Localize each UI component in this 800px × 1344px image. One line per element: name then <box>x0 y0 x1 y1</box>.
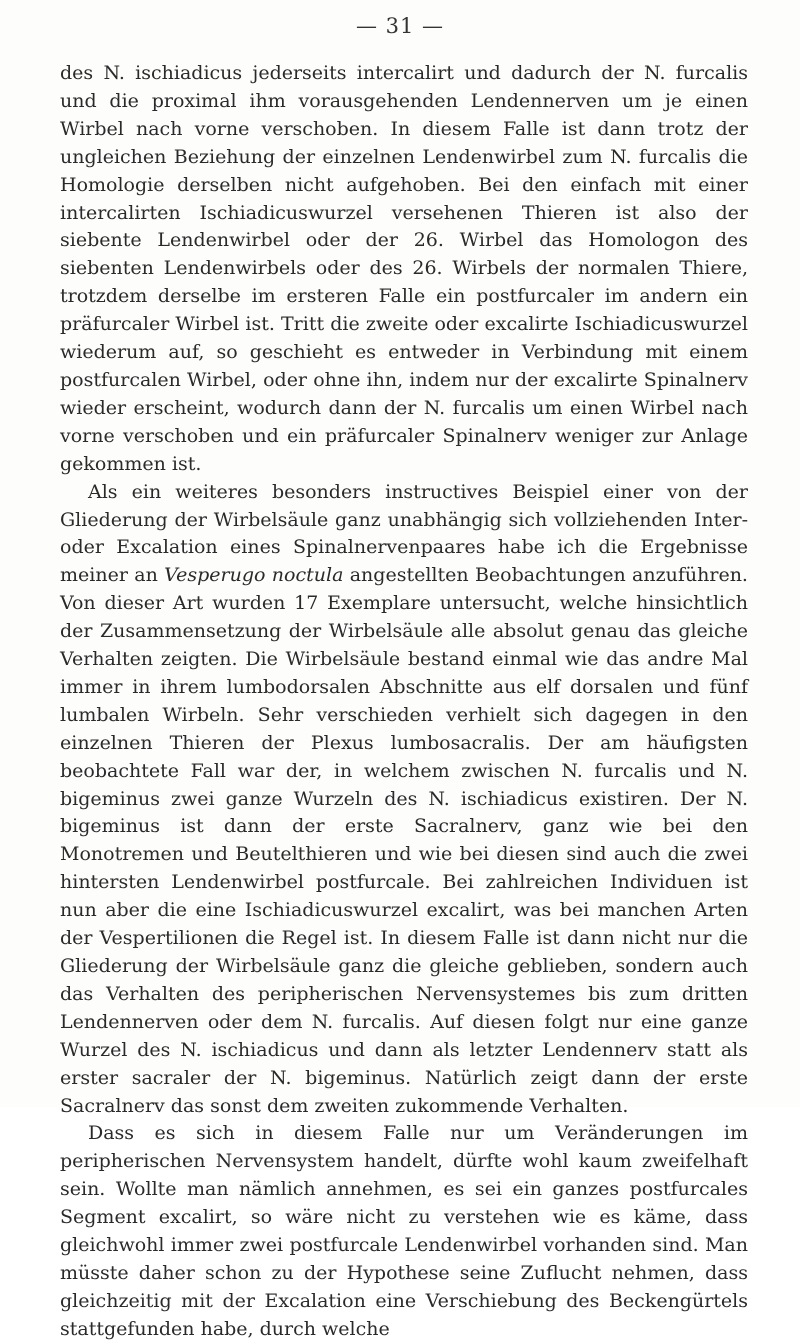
paragraph-2-part-1: Als ein weiteres besonders instructives Beispiel einer von der Gliederung der Wirbelsäule ganz unabhängig sich vollziehenden Inter- oder Excalation eines Spinalnervenpaares habe ich die Ergebnisse meiner an <box>60 480 748 587</box>
paragraph-1: des N. ischiadicus jederseits intercalirt und dadurch der N. furcalis und die proximal ihm vorausgehenden Lendennerven um je einen Wirbel nach vorne verschoben. In diesem Falle ist dann trotz der ungleichen Beziehung der einzelnen Lendenwirbel zum N. furcalis die Homologie derselben nicht aufgehoben. Bei den einfach mit einer intercalirten Ischiadicuswurzel versehenen Thieren ist also der siebente Lendenwirbel oder der 26. Wirbel das Homologon des siebenten Lendenwirbels oder des 26. Wirbels der normalen Thiere, trotzdem derselbe im ersteren Falle ein postfurcaler im andern ein präfurcaler Wirbel ist. Tritt die zweite oder excalirte Ischiadicuswurzel wiederum auf, so geschieht es entweder in Verbindung mit einem postfurcalen Wirbel, oder ohne ihn, indem nur der excalirte Spinalnerv wieder erscheint, wodurch dann der N. furcalis um einen Wirbel nach vorne verschoben und ein präfurcaler Spinalnerv weniger zur Anlage gekommen ist. <box>60 62 748 475</box>
paragraph-3: Dass es sich in diesem Falle nur um Veränderungen im peripherischen Nervensystem handelt, dürfte wohl kaum zweifelhaft sein. Wollte man nämlich annehmen, es sei ein ganzes postfurcales Segment excalirt, so wäre nicht zu verstehen wie es käme, dass gleichwohl immer zwei postfurcale Lendenwirbel vorhanden sind. Man müsste daher schon zu der Hypothese seine Zuflucht nehmen, dass gleichzeitig mit der Excalation eine Verschiebung des Beckengürtels stattgefunden habe, durch welche <box>60 1122 748 1340</box>
body-text <box>60 60 748 1344</box>
paragraph-2 <box>60 479 748 1121</box>
species-name: Vesperugo noctula <box>164 564 344 587</box>
page-number: — 31 — <box>355 14 445 38</box>
paragraph-2-part-2: angestellten Beobachtungen anzuführen. Von dieser Art wurden 17 Exemplare untersucht, welche hinsichtlich der Zusammensetzung der Wirbelsäule alle absolut genau das gleiche Verhalten zeigten. Die Wirbelsäule bestand einmal wie das andre Mal immer in ihrem lumbodorsalen Abschnitte aus elf dorsalen und fünf lumbalen Wirbeln. Sehr verschieden verhielt sich dagegen in den einzelnen Thieren der Plexus lumbosacralis. Der am häufigsten beobachtete Fall war der, in welchem zwischen N. furcalis und N. bigeminus zwei ganze Wurzeln des N. ischiadicus existiren. Der N. bigeminus ist dann der erste Sacralnerv, ganz wie bei den Monotremen und Beutelthieren und wie bei diesen sind auch die zwei hintersten Lendenwirbel postfurcale. Bei zahlreichen Individuen ist nun aber die eine Ischiadicuswurzel excalirt, was bei manchen Arten der Vespertilionen die Regel ist. In diesem Falle ist dann nicht nur die Gliederung der Wirbelsäule ganz die gleiche geblieben, sondern auch das Verhalten des peripherischen Nervensystemes bis zum dritten Lendennerven oder dem N. furcalis. Auf diesen folgt nur eine ganze Wurzel des N. ischiadicus und dann als letzter Lendennerv statt als erster sacraler der N. bigeminus. Natürlich zeigt dann der erste Sacralnerv das sonst dem zweiten zukommende Verhalten. <box>60 564 748 1117</box>
